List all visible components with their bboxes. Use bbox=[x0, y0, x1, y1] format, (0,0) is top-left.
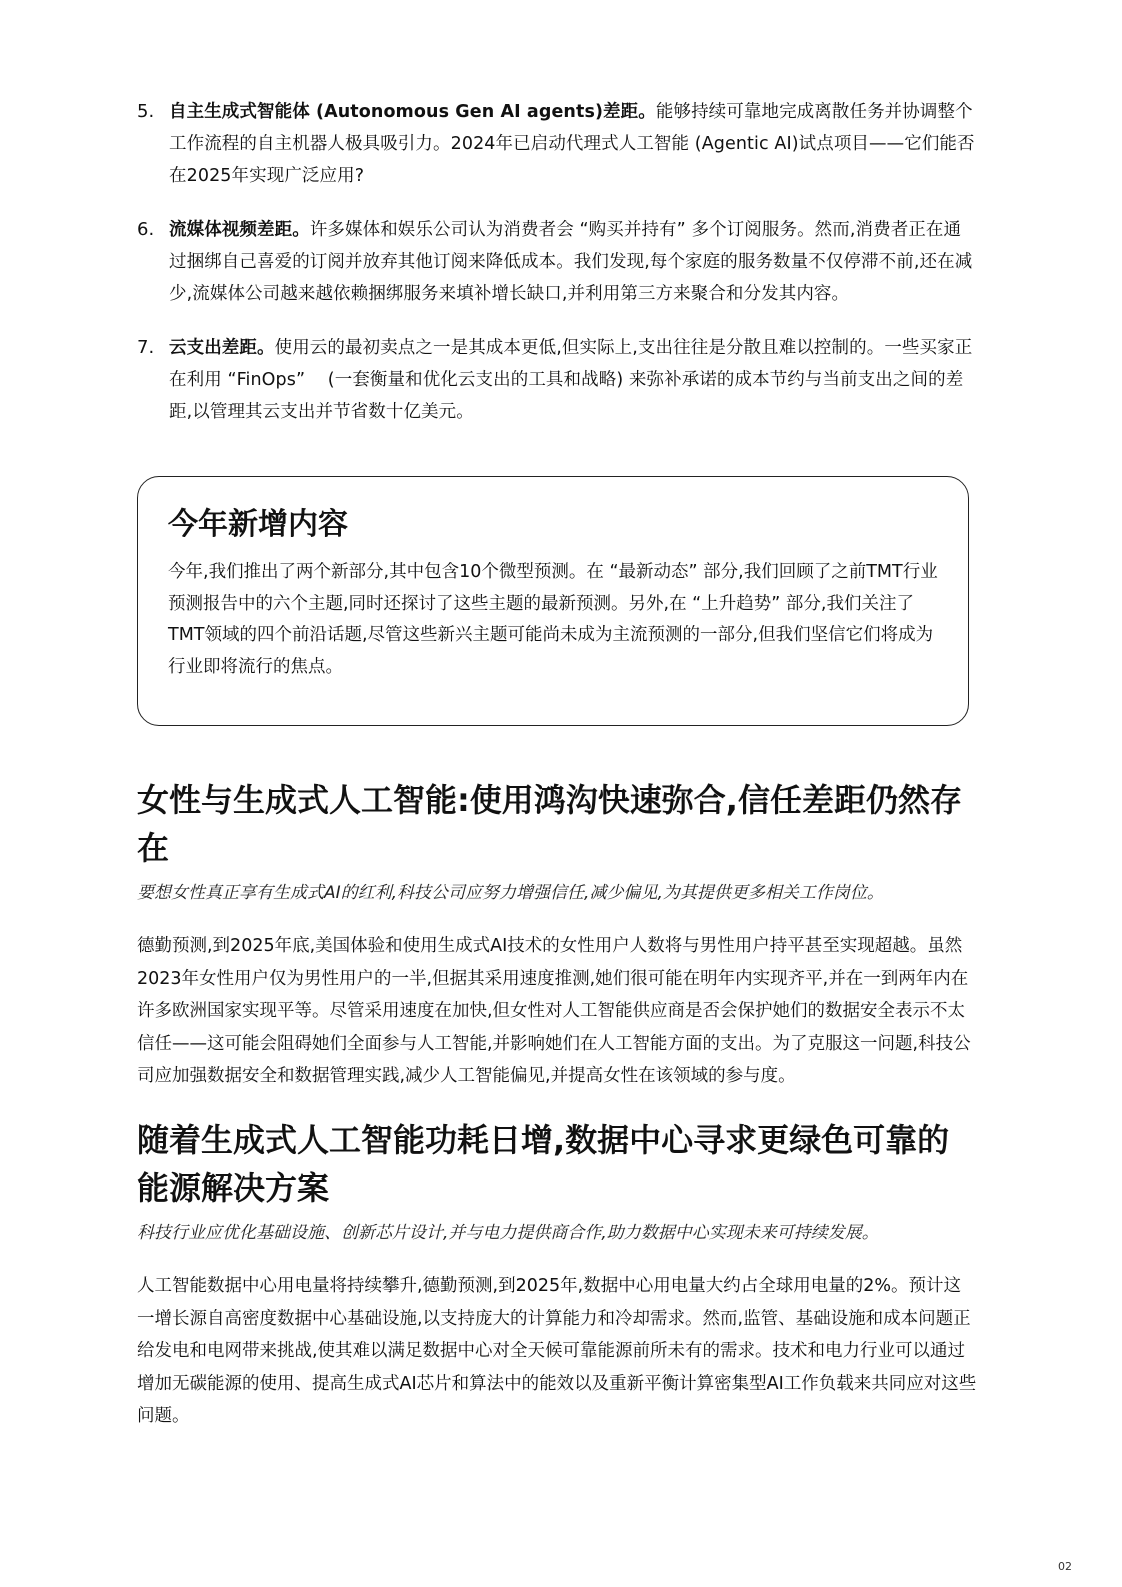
list-item-heading: 云支出差距。 bbox=[169, 338, 275, 358]
callout-title: 今年新增内容 bbox=[168, 507, 348, 542]
list-item-heading: 自主生成式智能体 (Autonomous Gen AI agents)差距。 bbox=[169, 102, 656, 122]
section-title: 女性与生成式人工智能:使用鸿沟快速弥合,信任差距仍然存在 bbox=[137, 781, 962, 867]
list-item-body: 使用云的最初卖点之一是其成本更低,但实际上,支出往往是分散且难以控制的。一些买家正在利用 “FinOps” (一套衡量和优化云支出的工具和战略) 来弥补承诺的成本节约与当前支出之间的差距,以管理其云支出并节省数十亿美元。 bbox=[169, 338, 973, 422]
list-item-body: 许多媒体和娱乐公司认为消费者会 “购买并持有” 多个订阅服务。然而,消费者正在通过捆绑自己喜爱的订阅并放弃其他订阅来降低成本。我们发现,每个家庭的服务数量不仅停滞不前,还在减少,流媒体公司越来越依赖捆绑服务来填补增长缺口,并利用第三方来聚合和分发其内容。 bbox=[169, 220, 973, 304]
list-item bbox=[137, 214, 977, 310]
section-body: 人工智能数据中心用电量将持续攀升,德勤预测,到2025年,数据中心用电量大约占全球用电量的2%。预计这一增长源自高密度数据中心基础设施,以支持庞大的计算能力和冷却需求。然而,监管、基础设施和成本问题正给发电和电网带来挑战,使其难以满足数据中心对全天候可靠能源前所未有的需求。技术和电力行业可以通过增加无碳能源的使用、提高生成式AI芯片和算法中的能效以及重新平衡计算密集型AI工作负载来共同应对这些问题。 bbox=[137, 1276, 977, 1426]
callout-body: 今年,我们推出了两个新部分,其中包含10个微型预测。在 “最新动态” 部分,我们回顾了之前TMT行业预测报告中的六个主题,同时还探讨了这些主题的最新预测。另外,在 “上升趋势” 部分,我们关注了TMT领域的四个前沿话题,尽管这些新兴主题可能尚未成为主流预测的一部分,但我们坚信它们将成为行业即将流行的焦点。 bbox=[168, 562, 938, 677]
numbered-list bbox=[137, 96, 977, 450]
list-item-text bbox=[169, 214, 977, 310]
page-number: 02 bbox=[1058, 1560, 1072, 1573]
section-subtitle: 要想女性真正享有生成式AI的红利,科技公司应努力增强信任,减少偏见,为其提供更多相关工作岗位。 bbox=[137, 883, 884, 903]
list-item-number: 5. bbox=[137, 101, 155, 122]
list-item-number: 7. bbox=[137, 337, 155, 358]
section-women-genai bbox=[137, 776, 977, 1093]
section-datacenter-energy bbox=[137, 1116, 977, 1433]
list-item-text bbox=[169, 96, 977, 192]
section-title: 随着生成式人工智能功耗日增,数据中心寻求更绿色可靠的能源解决方案 bbox=[137, 1121, 950, 1207]
list-item-text bbox=[169, 332, 977, 428]
list-item-body: 能够持续可靠地完成离散任务并协调整个工作流程的自主机器人极具吸引力。2024年已启动代理式人工智能 (Agentic AI)试点项目——它们能否在2025年实现广泛应用? bbox=[169, 102, 975, 186]
whats-new-callout bbox=[137, 476, 969, 726]
list-item-heading: 流媒体视频差距。 bbox=[169, 220, 310, 240]
list-item bbox=[137, 96, 977, 192]
section-body: 德勤预测,到2025年底,美国体验和使用生成式AI技术的女性用户人数将与男性用户持平甚至实现超越。虽然2023年女性用户仅为男性用户的一半,但据其采用速度推测,她们很可能在明年内实现齐平,并在一到两年内在许多欧洲国家实现平等。尽管采用速度在加快,但女性对人工智能供应商是否会保护她们的数据安全表示不太信任——这可能会阻碍她们全面参与人工智能,并影响她们在人工智能方面的支出。为了克服这一问题,科技公司应加强数据安全和数据管理实践,减少人工智能偏见,并提高女性在该领域的参与度。 bbox=[137, 936, 971, 1086]
section-subtitle: 科技行业应优化基础设施、创新芯片设计,并与电力提供商合作,助力数据中心实现未来可持续发展。 bbox=[137, 1223, 879, 1243]
list-item-number: 6. bbox=[137, 219, 155, 240]
list-item bbox=[137, 332, 977, 428]
